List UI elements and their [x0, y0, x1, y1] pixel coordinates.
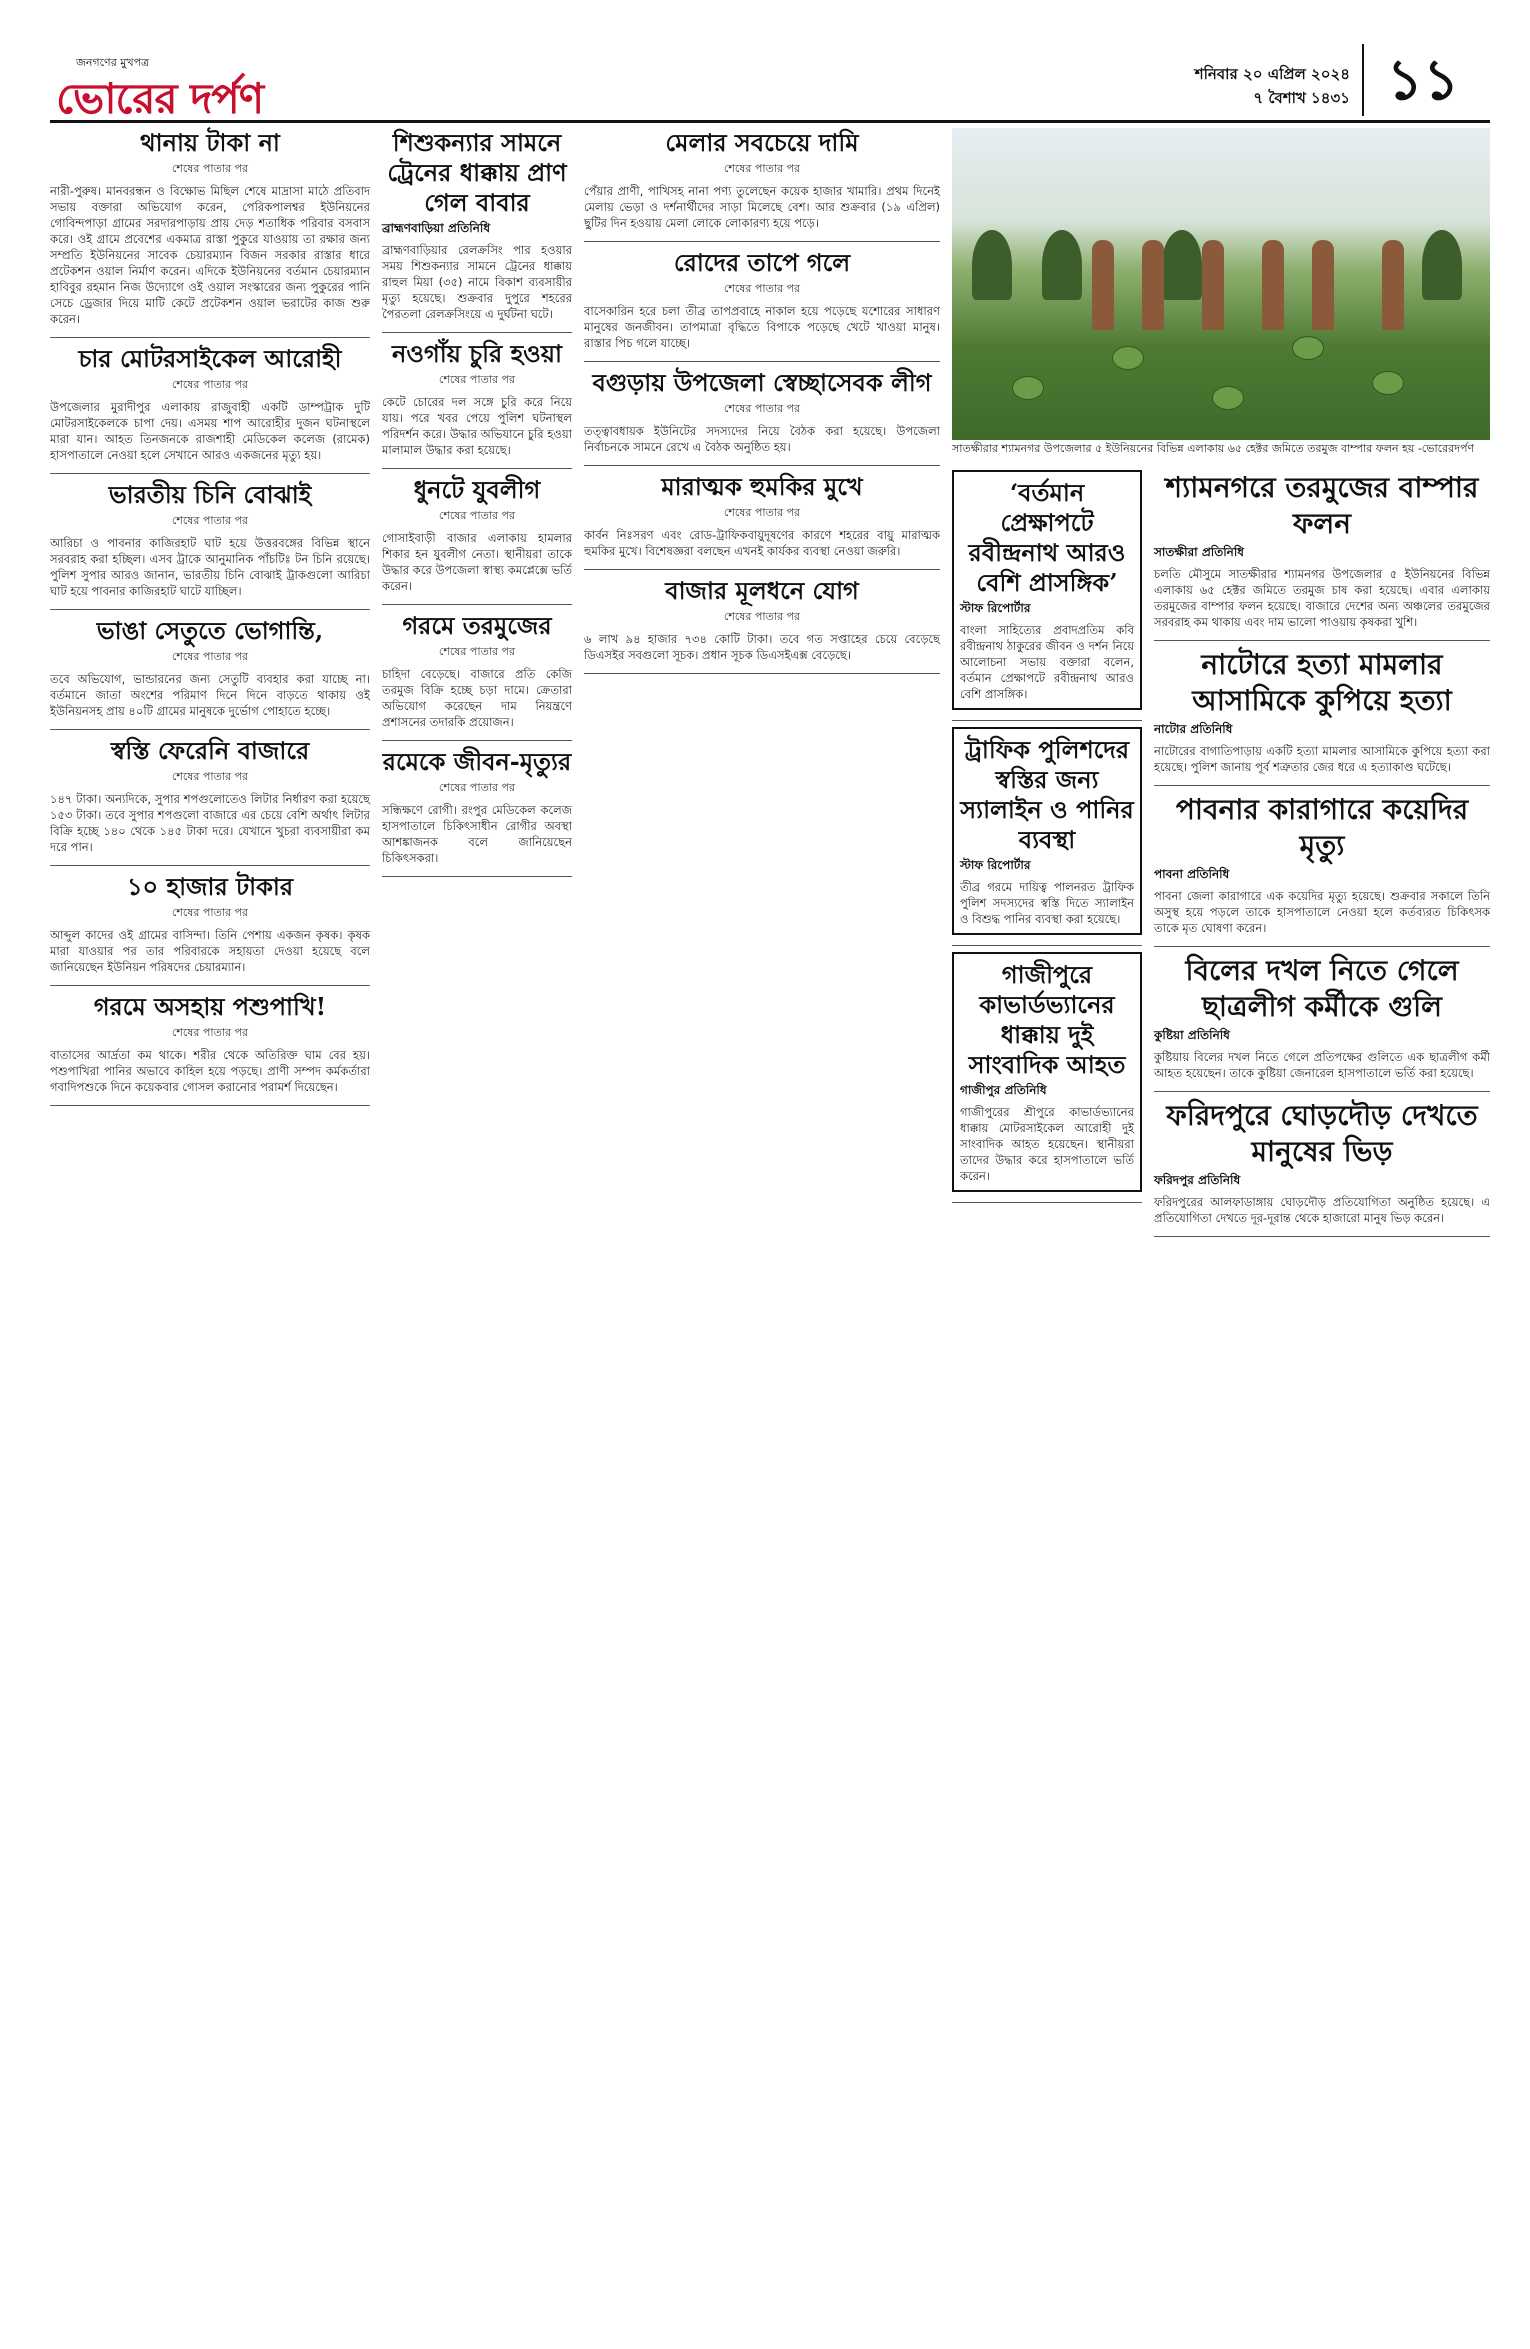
news-story — [382, 475, 572, 594]
story-body: আরিচা ও পাবনার কাজিরহাট ঘাট হয়ে উত্তরবঙ্গের বিভিন্ন স্থানে সরবরাহ করা হচ্ছিল। এসব ট্রাকে আনুমানিক পাঁচটিঃ টন চিনি রয়েছে। পুলিশ সুপার আরও জানান, ভারতীয় চিনি বোঝাই ট্রাকগুলো আরিচা ঘাট হয়ে পাবনার কাজিরহাট ঘাটে যাচ্ছিল। — [50, 536, 370, 598]
photo-farmer — [1382, 240, 1404, 330]
photo-farmer — [1142, 240, 1164, 330]
photo-tree — [972, 230, 1012, 300]
story-headline: ফরিদপুরে ঘোড়দৌড় দেখতে মানুষের ভিড় — [1166, 1099, 1478, 1168]
column-1 — [50, 128, 370, 1112]
story-body: কুষ্টিয়ায় বিলের দখল নিতে গেলে প্রতিপক্ষের গুলিতে এক ছাত্রলীগ কর্মী আহত হয়েছেন। তাকে কুষ্টিয়া জেনারেল হাসপাতালে ভর্তি করা হয়েছে। — [1154, 1050, 1490, 1080]
news-story — [50, 128, 370, 327]
story-body: বাসেকারিন হরে চলা তীব্র তাপপ্রবাহে নাকাল হয়ে পড়েছে যশোরের সাধারণ মানুষের জনজীবন। তাপমাত্রা বৃদ্ধিতে বিপাকে পড়েছে খেটে খাওয়া মানুষ। রাস্তার পিচ গলে যাচ্ছে। — [584, 304, 940, 350]
story-body: গাজীপুরের শ্রীপুরে কাভার্ডভ্যানের ধাক্কায় মোটরসাইকেল আরোহী দুই সাংবাদিক আহত হয়েছেন। স্থানীয়রা তাদের উদ্ধার করে হাসপাতালে ভর্তি করেন। — [960, 1105, 1134, 1183]
story-body: বাংলা সাহিত্যের প্রবাদপ্রতিম কবি রবীন্দ্রনাথ ঠাকুরের জীবন ও দর্শন নিয়ে আলোচনা সভায় বক্তারা বলেন, বর্তমান প্রেক্ষাপটে রবীন্দ্রনাথ আরও বেশি প্রাসঙ্গিক। — [960, 623, 1134, 701]
news-story — [1154, 792, 1490, 936]
divider — [1154, 640, 1490, 641]
story-body: পেঁয়ার প্রাণী, পাখিসহ নানা পণ্য তুলেছেন কয়েক হাজার খামারি। প্রথম দিনেই মেলায় ভেড়া ও দর্শনার্থীদের সাড়া মিলেছে বেশ। আর শুক্রবার (১৯ এপ্রিল) ছুটির দিন হওয়ায় মেলা লোকে লোকারণ্য হয়ে পড়ে। — [584, 184, 940, 230]
story-headline: ধুনটে যুবলীগ — [413, 475, 541, 504]
photo-farmer — [1092, 240, 1114, 330]
continued-note: শেষের পাতার পর — [723, 282, 801, 295]
date-gregorian: শনিবার ২০ এপ্রিল ২০২৪ — [1194, 65, 1350, 83]
story-byline: গাজীপুর প্রতিনিধি — [960, 1083, 1047, 1097]
news-story — [1154, 1098, 1490, 1226]
news-story — [382, 747, 572, 866]
news-story — [50, 616, 370, 719]
story-headline: শিশুকন্যার সামনে ট্রেনের ধাক্কায় প্রাণ গেল বাবার — [387, 128, 567, 217]
divider — [1154, 1236, 1490, 1237]
divider — [382, 468, 572, 469]
column-4 — [952, 470, 1142, 1209]
story-body: নারী-পুরুষ। মানবরন্ধন ও বিক্ষোভ মিছিল শেষে মাদ্রাসা মাঠে প্রতিবাদ সভায় বক্তারা অভিযোগ করেন, পেরিকপালশ্বর ইউনিয়নের গোবিন্দপাড়া গ্রামের সরদারপাড়ায় প্রায় দেড় শতাধিক পরিবার বসবাস করে। ওই গ্রামে প্রবেশের একমাত্র রাস্তা পুকুরে যাওয়ায় তা রক্ষার জন্য সম্প্রতি ইউনিয়নের সাবেক চেয়ারম্যান বিজন সরকার রাস্তার ধারে প্রটেকশন ওয়াল নির্মাণ করেন। এদিকে ইউনিয়নের বর্তমান চেয়ারম্যান হাবিবুর রহমান নিজ উদ্যোগে ওই ওয়াল সংস্কারের জন্য পুকুরের পানি সেচে ড্রেজার দিয়ে মাটি কেটে প্রটেকশন ওয়াল ভরাটের কাজ শুরু করেন। — [50, 184, 370, 326]
story-headline: ট্রাফিক পুলিশদের স্বস্তির জন্য স্যালাইন ও পানির ব্যবস্থা — [960, 735, 1134, 854]
continued-note: শেষের পাতার পর — [723, 402, 801, 415]
story-byline: সাতক্ষীরা প্রতিনিধি — [1154, 545, 1244, 559]
story-headline: বিলের দখল নিতে গেলে ছাত্রলীগ কর্মীকে গুলি — [1185, 954, 1459, 1023]
story-byline: স্টাফ রিপোর্টার — [960, 601, 1031, 615]
news-story — [584, 576, 940, 663]
news-story — [952, 470, 1142, 710]
story-headline: গাজীপুরে কাভার্ডভ্যানের ধাক্কায় দুই সাংবাদিক আহত — [968, 960, 1126, 1079]
photo-watermelon — [1012, 376, 1044, 400]
continued-note: শেষের পাতার পর — [438, 509, 516, 522]
continued-note: শেষের পাতার পর — [438, 645, 516, 658]
photo-tree — [1422, 230, 1462, 300]
watermelon-field-photo — [952, 128, 1490, 440]
story-byline: নাটোর প্রতিনিধি — [1154, 722, 1233, 736]
story-byline: পাবনা প্রতিনিধি — [1154, 867, 1230, 881]
story-body: তীব্র গরমে দায়িত্ব পালনরত ট্রাফিক পুলিশ সদস্যদের স্বস্তি দিতে স্যালাইন ও বিশুদ্ধ পানির ব্যবস্থা করা হয়েছে। — [960, 880, 1134, 926]
dateline — [1195, 62, 1350, 110]
news-story — [50, 872, 370, 975]
divider — [1154, 946, 1490, 947]
divider — [584, 569, 940, 570]
column-5 — [1154, 470, 1490, 1243]
story-headline: ‘বর্তমান প্রেক্ষাপটে রবীন্দ্রনাথ আরও বেশি প্রাসঙ্গিক’ — [968, 478, 1126, 597]
divider — [50, 729, 370, 730]
story-body: চলতি মৌসুমে সাতক্ষীরার শ্যামনগর উপজেলার ৫ ইউনিয়নের বিভিন্ন এলাকায় ৬৫ হেক্টর জমিতে তরমুজ চাষ করা হয়েছে। এবার এলাকায় তরমুজের বাম্পার ফলন হয়েছে। বাজারে দেশের অন্য অঞ্চলের তরমুজের সরবরাহ কম থাকায় এবং দাম ভালো পাওয়ায় কৃষকরা খুশি। — [1154, 567, 1490, 629]
story-headline: মেলার সবচেয়ে দামি — [665, 128, 859, 157]
story-headline: নওগাঁয় চুরি হওয়া — [392, 339, 562, 368]
continued-note: শেষের পাতার পর — [171, 378, 249, 391]
news-story — [50, 344, 370, 463]
divider — [382, 740, 572, 741]
continued-note: শেষের পাতার পর — [171, 770, 249, 783]
story-body: সন্ধিক্ষণে রোগী। রংপুর মেডিকেল কলেজ হাসপাতালে চিকিৎসাধীন রোগীর অবস্থা আশঙ্কাজনক বলে জানিয়েছেন চিকিৎসকরা। — [382, 803, 572, 865]
logo-tagline: জনগণের মুখপত্র — [76, 56, 150, 69]
news-story — [1154, 953, 1490, 1081]
news-story — [50, 736, 370, 855]
story-body: কেটে চোরের দল সঙ্গে চুরি করে নিয়ে যায়। পরে খবর পেয়ে পুলিশ ঘটনাস্থল পরিদর্শন করে। উদ্ধার অভিযানে চুরি হওয়া মালামাল উদ্ধার করা হয়েছে। — [382, 395, 572, 457]
story-body: পাবনা জেলা কারাগারে এক কয়েদির মৃত্যু হয়েছে। শুক্রবার সকালে তিনি অসুস্থ হয়ে পড়লে তাকে হাসপাতালে নেওয়া হলে কর্তব্যরত চিকিৎসক তাকে মৃত ঘোষণা করেন। — [1154, 889, 1490, 935]
news-story — [382, 611, 572, 730]
divider — [50, 985, 370, 986]
news-story — [584, 128, 940, 231]
story-body: বাতাসের আর্দ্রতা কম থাকে। শরীর থেকে অতিরিক্ত ঘাম বের হয়। পশুপাখিরা পানির অভাবে কাহিল হয়ে পড়ছে। প্রাণী সম্পদ কর্মকর্তারা গবাদিপশুকে দিনে কয়েকবার গোসল করানোর পরামর্শ দিয়েছেন। — [50, 1048, 370, 1094]
photo-watermelon — [1112, 346, 1144, 370]
story-headline: নাটোরে হত্যা মামলার আসামিকে কুপিয়ে হত্যা — [1192, 648, 1452, 717]
story-headline: ভাঙা সেতুতে ভোগান্তি, — [96, 616, 324, 645]
photo-tree — [1162, 230, 1202, 300]
story-headline: ভারতীয় চিনি বোঝাই — [108, 480, 312, 509]
photo-watermelon — [1212, 386, 1244, 410]
newspaper-logo: ভোরের দর্পণ — [56, 74, 264, 123]
story-body: উপজেলার মুরাদীপুর এলাকায় রাজুবাহী একটি ডাম্পট্রাক দুটি মোটরসাইকেলকে চাপা দেয়। এসময় শাপ আরোহীর দুজন ঘটনাস্থলে মারা যান। আহত তিনজনকে রাজশাহী মেডিকেল কলেজ (রামেক) হাসপাতালে নেওয়া হলে সেখানে আরও একজনের মৃত্যু হয়। — [50, 400, 370, 462]
news-story — [952, 727, 1142, 935]
divider — [50, 473, 370, 474]
photo-farmer — [1312, 240, 1334, 330]
news-story — [382, 339, 572, 458]
continued-note: শেষের পাতার পর — [171, 1026, 249, 1039]
continued-note: শেষের পাতার পর — [723, 506, 801, 519]
news-story — [1154, 470, 1490, 630]
story-headline: শ্যামনগরে তরমুজের বাম্পার ফলন — [1165, 471, 1479, 540]
story-body: চাহিদা বেড়েছে। বাজারে প্রতি কেজি তরমুজ বিক্রি হচ্ছে চড়া দামে। ক্রেতারা অভিযোগ করেছেন দাম নিয়ন্ত্রণে প্রশাসনের তদারকি প্রয়োজন। — [382, 667, 572, 729]
story-body: আব্দুল কাদের ওই গ্রামের বাসিন্দা। তিনি পেশায় একজন কৃষক। কৃষক মারা যাওয়ার পর তার পরিবারকে সহায়তা দেওয়া হয়েছে বলে জানিয়েছেন ইউনিয়ন পরিষদের চেয়ারম্যান। — [50, 928, 370, 974]
news-story — [50, 480, 370, 599]
divider — [952, 1202, 1142, 1203]
story-headline: মারাত্মক হুমকির মুখে — [661, 472, 863, 501]
column-3 — [584, 128, 940, 680]
story-body: গোসাইবাড়ী বাজার এলাকায় হামলার শিকার হন যুবলীগ নেতা। স্থানীয়রা তাকে উদ্ধার করে উপজেলা স্বাস্থ্য কমপ্লেক্সে ভর্তি করেন। — [382, 531, 572, 593]
story-body: নাটোরের বাগাতিপাড়ায় একটি হত্যা মামলার আসামিকে কুপিয়ে হত্যা করা হয়েছে। পুলিশ জানায় পূর্ব শত্রুতার জের ধরে এ হত্যাকাণ্ড ঘটেছে। — [1154, 744, 1490, 774]
story-body: ১৪৭ টাকা। অন্যদিকে, সুপার শপগুলোতেও লিটার নির্ধারণ করা হয়েছে ১৫৩ টাকা। তবে সুপার শপগুলো বাজারে এর চেয়ে বেশি অর্থাৎ লিটার বিক্রি হচ্ছে ১৪০ থেকে ১৪৫ টাকা দরে। যেখানে খুচরা ব্যবসায়ীরা কম দরে পান। — [50, 792, 370, 854]
divider — [584, 465, 940, 466]
continued-note: শেষের পাতার পর — [438, 373, 516, 386]
date-bengali: ৭ বৈশাখ ১৪৩১ — [1253, 89, 1350, 107]
news-story — [584, 248, 940, 351]
masthead — [50, 40, 1490, 123]
story-headline: থানায় টাকা না — [140, 128, 280, 157]
news-story — [584, 472, 940, 559]
news-story — [584, 368, 940, 455]
column-2 — [382, 128, 572, 883]
story-body: ৬ লাখ ৯৪ হাজার ৭৩৪ কোটি টাকা। তবে গত সপ্তাহের চেয়ে বেড়েছে ডিএসইর সবগুলো সূচক। প্রধান সূচক ডিএসইএক্স বেড়েছে। — [584, 632, 940, 662]
divider — [1154, 1091, 1490, 1092]
story-headline: বাজার মূলধনে যোগ — [665, 576, 859, 605]
story-body: ব্রাহ্মণবাড়িয়ার রেলক্রসিং পার হওয়ার সময় শিশুকন্যার সামনে ট্রেনের ধাক্কায় রাহুল মিয়া (৩৫) নামে বিকাশ ব্যবসায়ীর মৃত্যু হয়েছে। শুক্রবার দুপুরে শহরের পৈরতলা রেলক্রসিংয়ে এ দুর্ঘটনা ঘটে। — [382, 243, 572, 321]
story-body: তবে অভিযোগ, ভান্ডারনের জন্য সেতুটি ব্যবহার করা যাচ্ছে না। বর্তমানে জাতা অংশের পরিমাণ দিনে দিনে বাড়তে থাকায় ওই ইউনিয়নসহ প্রায় ৪০টি গ্রামের মানুষকে দুর্ভোগ পোহাতে হচ্ছে। — [50, 672, 370, 718]
story-headline: চার মোটরসাইকেল আরোহী — [78, 344, 342, 373]
story-headline: রোদের তাপে গলে — [673, 248, 851, 277]
story-headline: স্বস্তি ফেরেনি বাজারে — [110, 736, 310, 765]
divider — [50, 609, 370, 610]
continued-note: শেষের পাতার পর — [171, 650, 249, 663]
photo-tree — [1042, 230, 1082, 300]
continued-note: শেষের পাতার পর — [171, 906, 249, 919]
divider — [382, 332, 572, 333]
photo-caption: সাতক্ষীরার শ্যামনগর উপজেলার ৫ ইউনিয়নের বিভিন্ন এলাকায় ৬৫ হেক্টর জমিতে তরমুজ বাম্পার ফলন হয় -ভোরেরদর্পণ — [952, 442, 1475, 455]
divider — [584, 361, 940, 362]
divider — [1154, 785, 1490, 786]
story-byline: স্টাফ রিপোর্টার — [960, 858, 1031, 872]
photo-watermelon — [1372, 371, 1404, 395]
photo-farmer — [1202, 240, 1224, 330]
divider — [584, 673, 940, 674]
continued-note: শেষের পাতার পর — [723, 162, 801, 175]
story-headline: গরমে তরমুজের — [402, 611, 552, 640]
photo-watermelon — [1292, 336, 1324, 360]
story-headline: পাবনার কারাগারে কয়েদির মৃত্যু — [1175, 793, 1469, 862]
news-story — [382, 128, 572, 322]
news-story — [952, 952, 1142, 1192]
story-byline: ফরিদপুর প্রতিনিধি — [1154, 1173, 1241, 1187]
continued-note: শেষের পাতার পর — [171, 514, 249, 527]
divider — [952, 720, 1142, 721]
divider — [382, 876, 572, 877]
story-byline: ব্রাহ্মণবাড়িয়া প্রতিনিধি — [382, 221, 491, 235]
news-story — [1154, 647, 1490, 775]
story-body: ফরিদপুরের আলফাডাঙ্গায় ঘোড়দৌড় প্রতিযোগিতা অনুষ্ঠিত হয়েছে। এ প্রতিযোগিতা দেখতে দূর-দূরান্ত থেকে হাজারো মানুষ ভিড় করেন। — [1154, 1195, 1490, 1225]
story-body: কার্বন নিঃসরণ এবং রোড-ট্রাফিকবায়ুদূষণের কারণে শহরের বায়ু মারাত্মক হুমকির মুখে। বিশেষজ্ঞরা বলছেন এখনই কার্যকর ব্যবস্থা নেওয়া জরুরি। — [584, 528, 940, 558]
continued-note: শেষের পাতার পর — [723, 610, 801, 623]
story-headline: ১০ হাজার টাকার — [126, 872, 294, 901]
news-story — [50, 992, 370, 1095]
divider — [584, 241, 940, 242]
continued-note: শেষের পাতার পর — [438, 781, 516, 794]
story-body: তত্ত্বাবধায়ক ইউনিটের সদস্যদের নিয়ে বৈঠক করা হয়েছে। উপজেলা নির্বাচনকে সামনে রেখে এ বৈঠক অনুষ্ঠিত হয়। — [584, 424, 940, 454]
photo-farmer — [1262, 240, 1284, 330]
continued-note: শেষের পাতার পর — [171, 162, 249, 175]
story-headline: রমেকে জীবন-মৃত্যুর — [382, 747, 572, 776]
story-byline: কুষ্টিয়া প্রতিনিধি — [1154, 1028, 1230, 1042]
divider — [50, 337, 370, 338]
divider — [952, 945, 1142, 946]
divider — [50, 1105, 370, 1106]
page-number: ১১ — [1362, 44, 1482, 116]
story-headline: বগুড়ায় উপজেলা স্বেচ্ছাসেবক লীগ — [592, 368, 932, 397]
divider — [382, 604, 572, 605]
divider — [50, 865, 370, 866]
story-headline: গরমে অসহায় পশুপাখি! — [93, 992, 327, 1021]
